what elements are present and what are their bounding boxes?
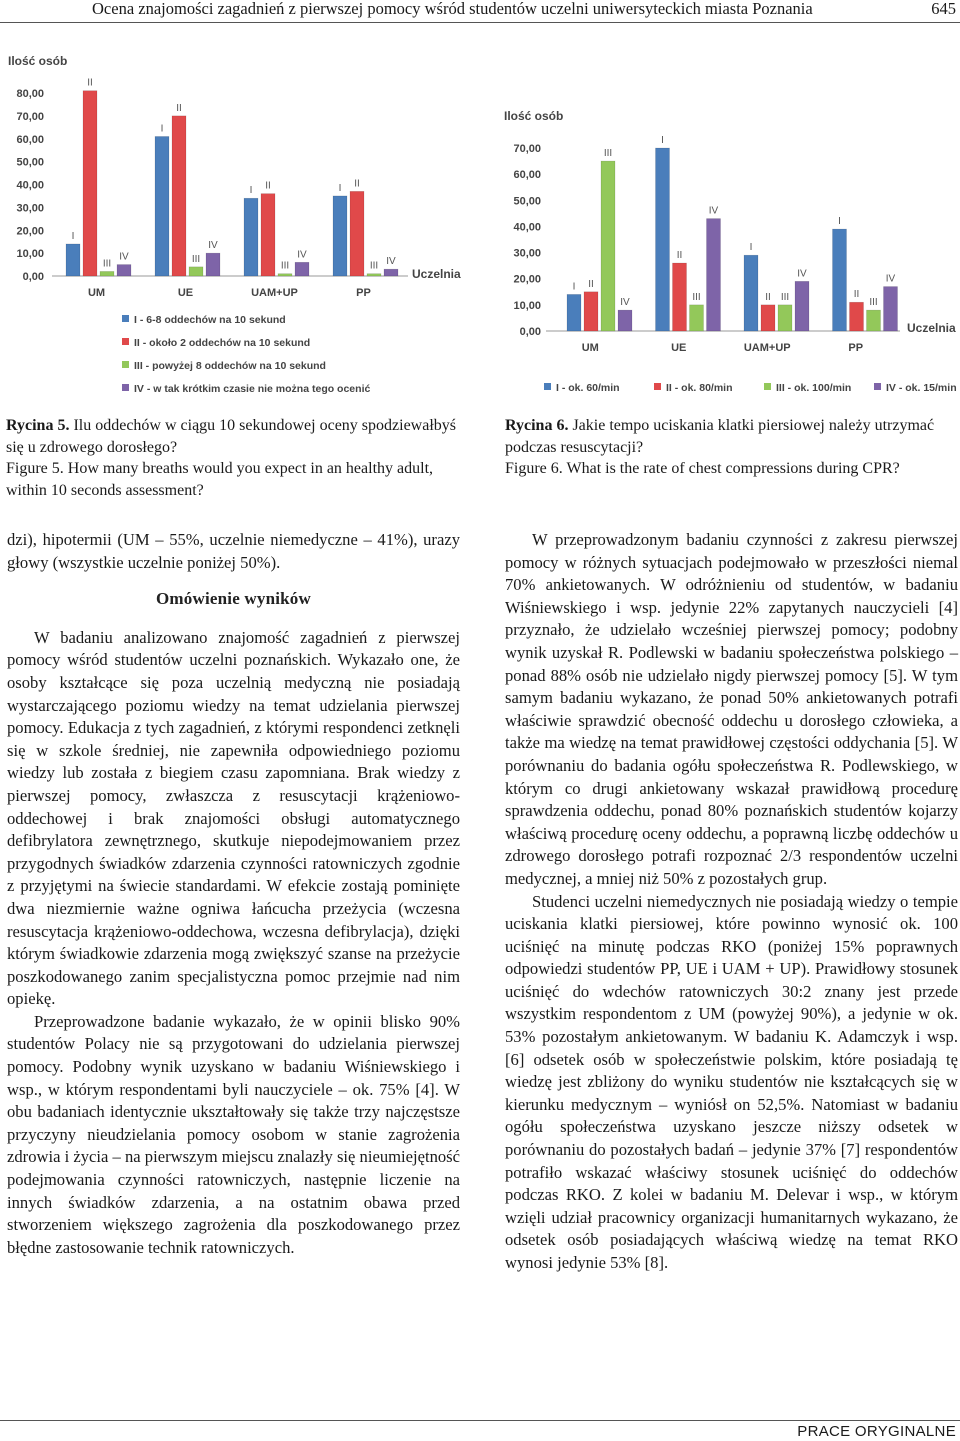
x-tick-label: UE [177, 287, 194, 299]
bar-IV-UM [117, 265, 131, 276]
legend-swatch [122, 384, 129, 391]
bar-I-UE [155, 136, 169, 276]
x-tick-label: PP [356, 287, 371, 299]
right-paragraph-2: Studenci uczelni niemedycznych nie posiadają wiedzy o tempie uciskania klatki piersiowej, które powinno wynosić ok. 100 uciśnięć na minutę podczas RKO (poniżej 15% poprawnych odpowiedzi studentów PP, UE i UAM + UP). Prawidłowy stosunek uciśnięć do wdechów ratowniczych 30:2 znany jest przede wszystkim respondentom z UM (powyżej 90%), a jedynie w ok. 53% pozostałym ankietowanym. W badaniu K. Adamczyk i wsp. [6] odsetek osób w społeczeństwie polskim, które posiadają tę wiedzę jest zbliżony do wyniku studentów nie kształcących się w kierunku medycznym – wyniósł on 52,5%. Natomiast w badaniu ogółu społeczeństwa uzyskano jeszcze niższy odsetek w porównaniu do pozostałych badań – jedynie 37% [7] respondentów potrafiło wskazać właściwy stosunek uciśnięć do oddechów podczas RKO. Z kolei w badaniu M. Delevar i wsp., w którym wzięli udział pracownicy organizacji humanitarnych wykazano, że odsetek osób posiadających właściwą wiedzę na temat RKO wynosi jedynie 53% [8]. [505, 891, 958, 1272]
bar-label: I [838, 216, 841, 228]
bar-I-UAM+UP [244, 198, 258, 276]
bar-IV-UE [707, 219, 721, 331]
y-tick-label: 20,00 [513, 273, 541, 286]
bar-label: IV [885, 273, 896, 285]
left-paragraph-2: Przeprowadzone badanie wykazało, że w opinii blisko 90% studentów Polacy nie są przygotowani do udzielania pierwszej pomocy. Podobny wynik uzyskano w badaniu Wiśniewskiego i wsp., w którym respondentami byli nauczyciele – ok. 75% [4]. W obu badaniach identycznie ukształtowały się także trzy najczęstsze przyczyny nieudzielania pomocy osobom w stanie zagrożenia zdrowia i życia – na pierwszym miejscu znalazły się nieumiejętność podejmowania czynności ratowniczych, następnie liczenie na innych świadków zdarzenia, a na ostatnim obawa przed stworzeniem większego zagrożenia dla poszkodowanego przez błędne zastosowanie technik ratowniczych. [7, 1011, 460, 1257]
bar-label: II [676, 250, 683, 262]
figure-5-chart [0, 48, 470, 398]
y-tick-label: 20,00 [16, 225, 44, 238]
y-tick-label: 50,00 [16, 156, 44, 169]
x-tick-label: PP [848, 342, 864, 354]
bar-I-UM [66, 244, 80, 276]
bar-label: II [265, 180, 271, 192]
legend-entry: II - około 2 oddechów na 10 sekund [134, 337, 311, 349]
bar-label: I [71, 230, 75, 242]
bar-label: II [176, 102, 182, 114]
x-axis-label: Uczelnia [907, 321, 956, 335]
bar-II-PP [350, 191, 364, 276]
bar-I-PP [833, 229, 847, 331]
bar-IV-PP [384, 269, 398, 276]
bar-II-UE [172, 116, 186, 276]
legend-swatch [122, 315, 129, 322]
bar-I-UAM+UP [744, 255, 758, 331]
bar-label: III [280, 260, 290, 272]
y-tick-label: 80,00 [16, 88, 44, 100]
legend-entry: IV - ok. 15/min [886, 382, 957, 394]
bar-label: I [160, 123, 164, 135]
bar-label: I [338, 182, 342, 194]
left-column [7, 529, 460, 1259]
figure-5-text-pl: Ilu oddechów w ciągu 10 sekundowej oceny spodziewałbyś się u zdrowego dorosłego? [6, 417, 457, 456]
x-tick-label: UE [671, 342, 687, 354]
bar-IV-UAM+UP [295, 262, 309, 276]
bar-label: I [572, 281, 576, 293]
figure-5-caption [6, 415, 461, 501]
bar-III-UM [601, 161, 615, 331]
bar-I-UE [656, 148, 670, 331]
legend-entry: I - ok. 60/min [556, 382, 620, 394]
y-tick-label: 0,00 [22, 271, 44, 283]
section-heading-discussion: Omówienie wyników [156, 589, 311, 609]
bar-II-PP [850, 302, 864, 331]
legend-swatch [654, 383, 661, 390]
bar-label: IV [708, 205, 719, 217]
x-tick-label: UAM+UP [743, 342, 791, 354]
running-header [0, 0, 960, 23]
bar-label: III [692, 291, 701, 303]
bar-label: III [603, 148, 613, 160]
legend-entry: I - 6-8 oddechów na 10 sekund [134, 314, 286, 326]
legend-swatch [874, 383, 881, 390]
y-tick-label: 70,00 [16, 110, 44, 123]
figure-6-label: Rycina 6. [505, 417, 569, 434]
figure-5-label: Rycina 5. [6, 417, 70, 434]
figure-5-caption-pl [6, 415, 461, 458]
x-tick-label: UM [581, 342, 599, 354]
y-axis-label: Ilość osób [504, 109, 564, 123]
legend-entry: III - powyżej 8 oddechów na 10 sekund [134, 360, 326, 372]
left-paragraph-continued: dzi), hipotermii (UM – 55%, uczelnie niemedyczne – 41%), urazy głowy (wszystkie uczelnie poniżej 50%). [7, 530, 460, 572]
bar-II-UE [673, 263, 687, 331]
bar-IV-PP [884, 287, 898, 331]
x-tick-label: UM [87, 287, 106, 299]
bar-III-UM [100, 271, 114, 276]
legend-entry: IV - w tak krótkim czasie nie można tego ocenić [134, 383, 371, 395]
bar-IV-UE [206, 253, 220, 276]
bar-label: II [87, 77, 93, 89]
bar-label: III [102, 258, 112, 270]
bar-label: I [749, 242, 753, 254]
y-tick-label: 30,00 [16, 202, 44, 215]
bar-III-PP [367, 274, 381, 276]
legend-entry: III - ok. 100/min [776, 382, 852, 394]
y-tick-label: 10,00 [16, 248, 44, 261]
bar-I-PP [333, 196, 347, 276]
bar-label: II [354, 178, 360, 190]
page-number: 645 [931, 0, 956, 18]
right-paragraph-1: W przeprowadzonym badaniu czynności z zakresu pierwszej pomocy w różnych sytuacjach podejmowało w przeszłości niemal 70% ankietowanych. W odróżnieniu od studentów, w badaniu Wiśniewskiego i wsp. jedynie 22% zapytanych nauczycieli [4] przyznało, że udzielało wcześniej pierwszej pomocy; podobny wynik uzyskał R. Podlewski w badaniu społeczeństwa polskiego – ponad 88% osób nie udzielało nigdy pierwszej pomocy [5]. W tym samym badaniu wykazano, że ponad 50% ankietowanych potrafi właściwie sprawdzić obecność oddechu u dorosłego człowieka, a także ma wiedzę na temat prawidłowej częstości oddychania [5]. W porównaniu do badania ogółu społeczeństwa R. Podlewskiego, w którym co drugi ankietowany wskazał prawidłową procedurę sprawdzenia oddechu, ponad 80% poznańskich studentów kojarzy właściwą procedurę oceny oddechu, a poprawną liczbę oddechów u zdrowego dorosłego potrafi rozpoznać 2/3 respondentów uczelni medycznej, a mniej niż 50% z pozostałych grup. [505, 530, 958, 888]
bar-IV-UAM+UP [795, 281, 809, 331]
y-tick-label: 50,00 [513, 195, 541, 208]
legend-swatch [122, 361, 129, 368]
bar-label: IV [208, 240, 218, 252]
bar-label: III [869, 297, 878, 309]
y-axis-label: Ilość osób [8, 54, 68, 68]
footer-section-label: PRACE ORYGINALNE [797, 1423, 956, 1440]
running-title: Ocena znajomości zagadnień z pierwszej pomocy wśród studentów uczelni uniwersyteckich miasta Poznania [92, 0, 813, 18]
bar-label: III [191, 253, 201, 265]
right-column [505, 529, 958, 1275]
bar-label: II [588, 278, 594, 290]
bar-label: II [765, 291, 771, 303]
y-tick-label: 10,00 [513, 299, 541, 312]
bar-label: IV [119, 251, 129, 263]
bar-label: IV [620, 297, 630, 309]
bar-label: IV [797, 268, 807, 280]
bar-label: III [780, 291, 790, 303]
bar-I-UM [567, 294, 581, 331]
bar-II-UM [584, 292, 598, 331]
bar-label: I [661, 135, 664, 146]
bar-label: IV [297, 249, 307, 261]
figure-6-caption [505, 415, 960, 480]
bar-label: III [369, 260, 379, 272]
footer-rule [0, 1420, 960, 1421]
figure-6-chart [496, 96, 960, 396]
bar-label: IV [386, 256, 396, 268]
y-tick-label: 60,00 [16, 133, 44, 146]
x-tick-label: UAM+UP [251, 287, 298, 299]
left-paragraph-1: W badaniu analizowano znajomość zagadnień z pierwszej pomocy wśród studentów uczelni poznańskich. Wykazało one, że osoby kształcące się poza uczelnią medyczną nie posiadają wystarczającego poziomu wiedzy na temat udzielania pierwszej pomocy. Edukacja z tych zagadnień, z którymi respondenci zetknęli się w szkole średniej, nie zapewniła odpowiedniego poziomu wiedzy lub została z biegiem czasu zapomniana. Brak wiedzy z pierwszej pomocy, zwłaszcza z resuscytacji krążeniowo-oddechowej i brak znajomości obsługi automatycznego defibrylatora zewnętrznego, skutkuje niepodejmowaniem przez przygodnych świadków zdarzenia czynności ratowniczych zgodnie z przyjętymi na świecie standardami. W efekcie zostają pominięte dwa niezmiernie ważne ogniwa łańcucha przeżycia (wczesna resuscytacja krążeniowo-oddechowa, wczesna defibrylacja), dzięki którym świadkowie zdarzenia mogą zwiększyć szanse na przeżycie poszkodowanego zanim specjalistyczna pomoc przejmie nad nim opiekę. [7, 627, 460, 1009]
bar-III-PP [867, 310, 881, 331]
bar-IV-UM [618, 310, 632, 331]
y-tick-label: 60,00 [513, 169, 541, 182]
bar-label: II [853, 289, 860, 301]
legend-swatch [764, 383, 771, 390]
y-tick-label: 0,00 [519, 326, 541, 338]
legend-entry: II - ok. 80/min [666, 382, 733, 394]
y-tick-label: 40,00 [16, 179, 44, 192]
bar-III-UE [690, 305, 704, 331]
figure-6-text-en: Figure 6. What is the rate of chest compressions during CPR? [505, 460, 900, 477]
bar-II-UAM+UP [261, 194, 275, 276]
bar-II-UM [83, 91, 97, 276]
legend-swatch [544, 383, 551, 390]
y-tick-label: 30,00 [513, 247, 541, 260]
y-tick-label: 70,00 [513, 143, 541, 155]
y-tick-label: 40,00 [513, 221, 541, 234]
bar-III-UAM+UP [278, 274, 292, 276]
legend-swatch [122, 338, 129, 345]
bar-II-UAM+UP [761, 305, 775, 331]
bar-label: I [249, 185, 253, 197]
bar-III-UAM+UP [778, 305, 792, 331]
bar-III-UE [189, 267, 203, 276]
figure-6-text-pl: Jakie tempo uciskania klatki piersiowej należy utrzymać podczas resuscytacji? [505, 417, 935, 456]
x-axis-label: Uczelnia [412, 267, 461, 281]
figure-5-text-en: Figure 5. How many breaths would you expect in an healthy adult, within 10 seconds assessment? [6, 460, 434, 499]
figure-6-caption-pl [505, 415, 960, 458]
